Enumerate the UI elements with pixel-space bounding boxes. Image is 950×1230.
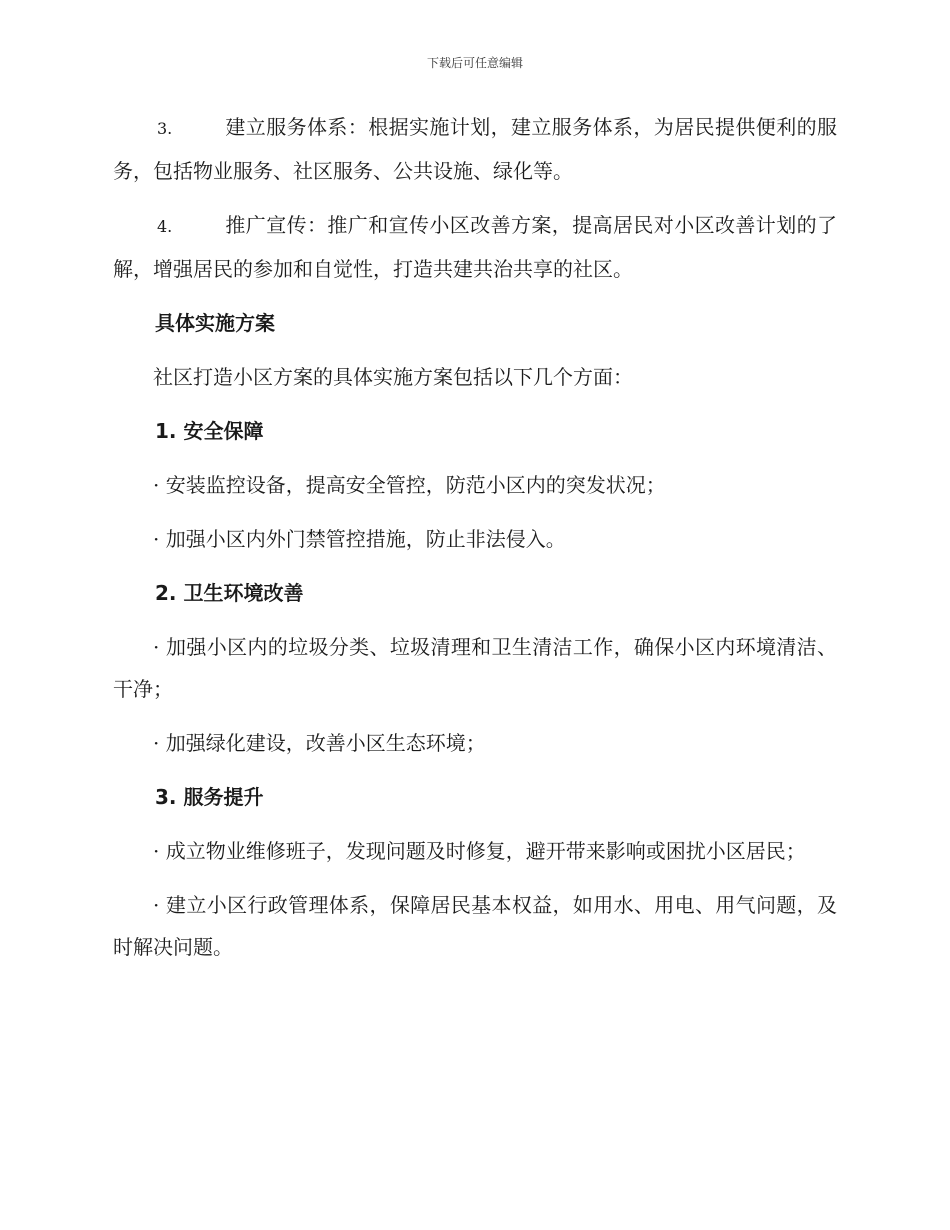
subsection-heading-service: 3. 服务提升 — [155, 785, 264, 809]
bullet-item: · 加强绿化建设，改善小区生态环境； — [153, 731, 486, 755]
subsection-heading-safety: 1. 安全保障 — [155, 419, 264, 443]
paragraph-text: 建立服务体系：根据实施计划，建立服务体系，为居民提供便利的服务，包括物业服务、社区服务、公共设施、绿化等。 — [113, 115, 837, 183]
numbered-paragraph-4 — [113, 204, 837, 290]
page-header-note: 下载后可任意编辑 — [426, 56, 523, 70]
bullet-item: · 建立小区行政管理体系，保障居民基本权益，如用水、用电、用气问题，及时解决问题。 — [113, 893, 837, 959]
bullet-item: · 加强小区内的垃圾分类、垃圾清理和卫生清洁工作，确保小区内环境清洁、干净； — [113, 635, 837, 701]
document-body — [113, 106, 837, 980]
intro-paragraph: 社区打造小区方案的具体实施方案包括以下几个方面： — [153, 365, 633, 389]
paragraph-text: 推广宣传：推广和宣传小区改善方案，提高居民对小区改善计划的了解，增强居民的参加和自觉性，打造共建共治共享的社区。 — [113, 213, 837, 281]
numbered-paragraph-3 — [113, 106, 837, 192]
subsection-heading-hygiene: 2. 卫生环境改善 — [155, 581, 304, 605]
bullet-item: · 成立物业维修班子，发现问题及时修复，避开带来影响或困扰小区居民； — [153, 839, 806, 863]
section-heading: 具体实施方案 — [155, 311, 275, 335]
paragraph-number: 3. — [157, 119, 173, 138]
paragraph-number: 4. — [157, 217, 173, 236]
bullet-item: · 安装监控设备，提高安全管控，防范小区内的突发状况； — [153, 473, 666, 497]
bullet-item: · 加强小区内外门禁管控措施，防止非法侵入。 — [153, 527, 566, 551]
